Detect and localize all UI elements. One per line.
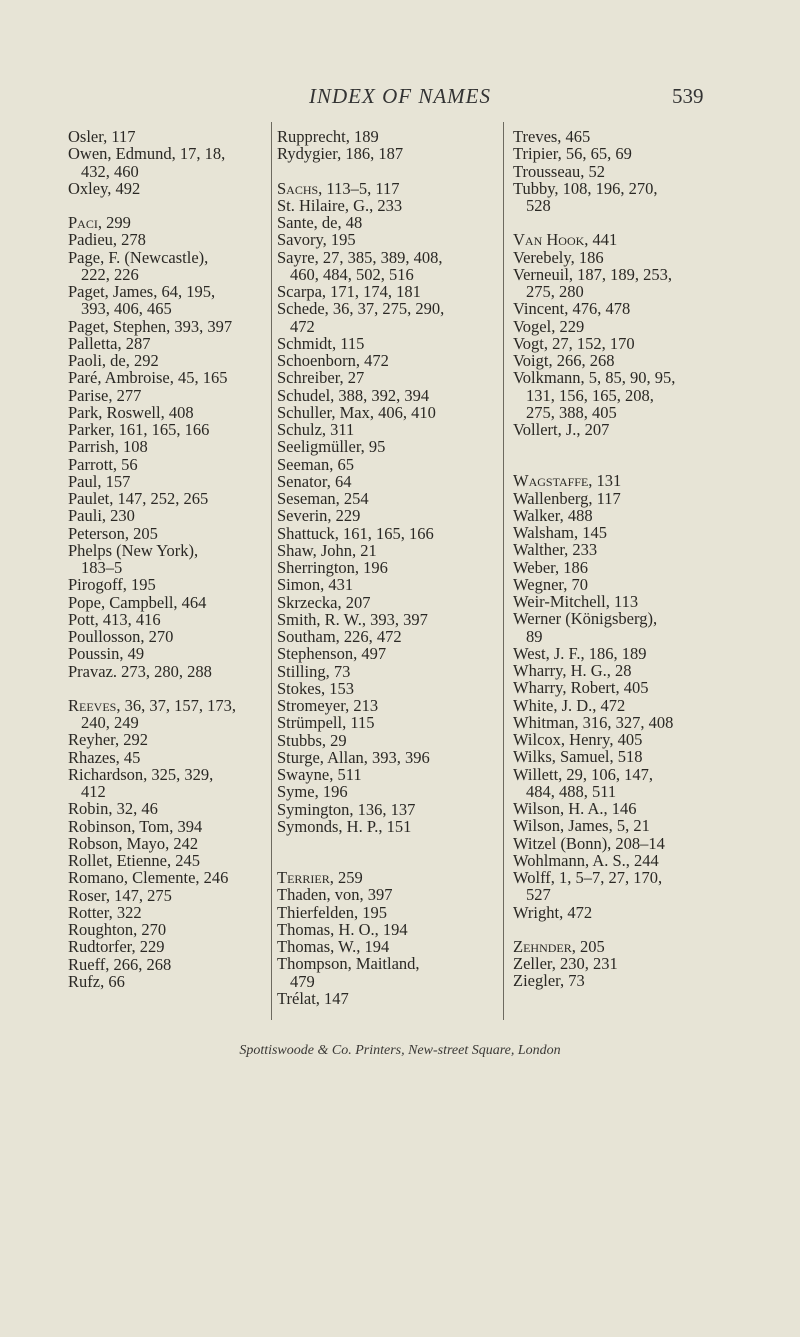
- index-entry-name: Vogel, 229: [513, 316, 585, 336]
- index-entry: [68, 973, 264, 990]
- index-entry-name: Seeligmüller, 95: [277, 437, 386, 457]
- section-gap: [513, 455, 735, 472]
- index-entry-continuation: 472: [290, 316, 315, 336]
- index-entry-name: Pauli, 230: [68, 506, 135, 526]
- index-entry-continuation: 527: [526, 885, 551, 905]
- index-entry-name: Walker, 488: [513, 505, 593, 525]
- index-entry: [68, 231, 264, 248]
- index-entry: [68, 525, 264, 542]
- index-entry: [513, 249, 735, 266]
- index-entry-name: Rufz, 66: [68, 971, 125, 991]
- index-entry-name: Wegner, 70: [513, 574, 588, 594]
- index-entry: [513, 576, 735, 593]
- index-entry: [68, 507, 264, 524]
- index-entry-name: Roughton, 270: [68, 920, 167, 939]
- index-entry-name: Tubby, 108, 196, 270,: [513, 178, 658, 198]
- index-entry: [68, 473, 264, 490]
- index-entry-name: Wolff, 1, 5–7, 27, 170,: [513, 868, 663, 887]
- section-gap: [277, 852, 477, 869]
- index-entry: [277, 680, 477, 697]
- index-entry-name: Trousseau, 52: [513, 161, 605, 181]
- index-entry-name: Wilson, James, 5, 21: [513, 816, 650, 836]
- section-gap: [277, 835, 477, 852]
- index-entry-name: Sachs, 113–5, 117: [277, 178, 400, 198]
- index-entry-name: Thomas, H. O., 194: [277, 919, 408, 939]
- index-entry-name: Wharry, H. G., 28: [513, 661, 632, 680]
- index-entry-name: Stromeyer, 213: [277, 696, 379, 715]
- index-entry: [513, 800, 735, 817]
- index-entry-continuation: 484, 488, 511: [526, 781, 617, 801]
- index-entry: [513, 352, 735, 369]
- index-entry-name: Sherrington, 196: [277, 558, 388, 577]
- index-entry-name: Wright, 472: [513, 902, 593, 922]
- index-entry: [277, 576, 477, 593]
- index-entry: [277, 818, 477, 835]
- index-entry-name: Rudtorfer, 229: [68, 937, 165, 957]
- index-entry: [68, 904, 264, 921]
- index-entry: [513, 472, 735, 489]
- index-entry-name: Owen, Edmund, 17, 18,: [68, 144, 226, 164]
- index-entry: [68, 938, 264, 955]
- index-entry-name: Van Hook, 441: [513, 230, 618, 250]
- index-entry-name: Stokes, 153: [277, 678, 355, 698]
- index-entry-continuation: 412: [81, 782, 106, 801]
- index-entry-name: Treves, 465: [513, 127, 591, 146]
- index-entry-name: Terrier, 259: [277, 868, 363, 887]
- index-entry-name: White, J. D., 472: [513, 695, 626, 715]
- index-entry: [277, 180, 477, 197]
- index-entry: [68, 490, 264, 507]
- index-entry: [277, 749, 477, 766]
- index-entry: [68, 180, 264, 197]
- index-entry-name: Rhazes, 45: [68, 747, 141, 767]
- index-entry-continuation: 432, 460: [81, 161, 139, 181]
- index-entry: [277, 697, 477, 714]
- index-entry: [68, 421, 264, 438]
- index-entry: [277, 559, 477, 576]
- index-entry: [277, 438, 477, 455]
- index-entry: [68, 921, 264, 938]
- index-entry-name: Willett, 29, 106, 147,: [513, 764, 654, 784]
- index-entry-name: Robin, 32, 46: [68, 799, 158, 819]
- index-entry: [277, 387, 477, 404]
- index-entry-name: Robinson, Tom, 394: [68, 816, 203, 836]
- index-entry: [513, 231, 735, 248]
- index-entry-name: Wilson, H. A., 146: [513, 799, 637, 818]
- index-entry-name: Rotter, 322: [68, 902, 142, 922]
- index-entry-continuation: 240, 249: [81, 713, 139, 732]
- index-entry-name: Wilks, Samuel, 518: [513, 747, 643, 767]
- index-entry-name: Padieu, 278: [68, 230, 146, 250]
- index-entry: [277, 783, 477, 800]
- index-entry: [513, 610, 735, 645]
- index-entry: [513, 714, 735, 731]
- index-entry: [68, 369, 264, 386]
- index-entry: [277, 335, 477, 352]
- index-entry: [513, 369, 735, 421]
- index-entry-name: Pravaz. 273, 280, 288: [68, 661, 212, 681]
- index-entry: [513, 318, 735, 335]
- section-gap: [513, 438, 735, 455]
- index-entry-name: Trélat, 147: [277, 988, 349, 1008]
- column-rule-right: [503, 122, 504, 1020]
- index-entry: [68, 663, 264, 680]
- index-entry: [68, 731, 264, 748]
- index-entry: [68, 214, 264, 231]
- index-entry-name: Wharry, Robert, 405: [513, 678, 649, 698]
- index-entry: [68, 611, 264, 628]
- section-gap: [277, 163, 477, 180]
- index-entry-name: Paul, 157: [68, 471, 131, 491]
- index-entry-name: Page, F. (Newcastle),: [68, 247, 209, 267]
- index-entry: [513, 869, 735, 904]
- index-entry-name: Rydygier, 186, 187: [277, 144, 404, 164]
- index-entry-name: Shaw, John, 21: [277, 540, 377, 560]
- index-entry-name: Verebely, 186: [513, 247, 604, 267]
- index-entry: [513, 731, 735, 748]
- index-entry-name: Weir-Mitchell, 113: [513, 592, 639, 611]
- index-entry-name: Thomas, W., 194: [277, 937, 390, 956]
- index-entry: [513, 559, 735, 576]
- index-column-3: [513, 128, 735, 990]
- index-entry: [513, 593, 735, 610]
- index-entry-name: Smith, R. W., 393, 397: [277, 609, 428, 629]
- index-entry: [277, 714, 477, 731]
- index-entry: [277, 369, 477, 386]
- index-entry-name: Parker, 161, 165, 166: [68, 420, 210, 439]
- index-entry: [68, 387, 264, 404]
- index-entry-name: Sante, de, 48: [277, 213, 363, 232]
- index-entry-name: Reeves, 36, 37, 157, 173,: [68, 695, 236, 715]
- index-entry: [68, 594, 264, 611]
- index-entry-name: Pope, Campbell, 464: [68, 592, 207, 612]
- index-entry-name: Swayne, 511: [277, 765, 362, 784]
- index-entry-name: Palletta, 287: [68, 333, 151, 353]
- column-rule-left: [271, 122, 272, 1020]
- index-entry-name: Savory, 195: [277, 230, 356, 250]
- index-entry-name: Paulet, 147, 252, 265: [68, 489, 209, 508]
- index-entry: [513, 679, 735, 696]
- index-entry: [513, 697, 735, 714]
- index-entry-name: Zehnder, 205: [513, 936, 605, 956]
- index-entry-name: Werner (Königsberg),: [513, 609, 658, 629]
- index-entry-name: Wohlmann, A. S., 244: [513, 850, 659, 870]
- index-entry: [68, 318, 264, 335]
- index-entry-name: Parrott, 56: [68, 454, 138, 474]
- index-entry-name: West, J. F., 186, 189: [513, 643, 647, 663]
- index-entry-name: Romano, Clemente, 246: [68, 868, 229, 888]
- index-entry: [277, 283, 477, 300]
- index-entry: [513, 300, 735, 317]
- index-entry: [68, 456, 264, 473]
- index-entry: [68, 542, 264, 577]
- index-entry: [277, 421, 477, 438]
- index-entry-name: Whitman, 316, 327, 408: [513, 712, 674, 732]
- index-entry: [277, 645, 477, 662]
- index-column-2: [277, 128, 477, 1007]
- index-entry-name: Parise, 277: [68, 385, 142, 405]
- index-entry-name: Ziegler, 73: [513, 971, 585, 991]
- index-entry-name: Stephenson, 497: [277, 644, 387, 664]
- index-entry: [513, 938, 735, 955]
- index-entry-name: Pott, 413, 416: [68, 609, 161, 629]
- index-entry: [513, 266, 735, 301]
- index-entry: [513, 852, 735, 869]
- index-entry: [513, 128, 735, 145]
- index-entry: [277, 128, 477, 145]
- index-entry-name: Senator, 64: [277, 471, 352, 491]
- index-entry: [277, 766, 477, 783]
- index-entry-name: Stilling, 73: [277, 661, 351, 681]
- index-entry-name: Rueff, 266, 268: [68, 954, 172, 974]
- index-entry-name: Voigt, 266, 268: [513, 351, 615, 370]
- index-entry-name: Walsham, 145: [513, 523, 607, 542]
- index-entry: [68, 645, 264, 662]
- index-entry: [277, 611, 477, 628]
- index-entry-name: Schuller, Max, 406, 410: [277, 402, 436, 422]
- index-entry: [513, 507, 735, 524]
- page-number: 539: [672, 84, 704, 108]
- index-entry-name: Pirogoff, 195: [68, 575, 156, 595]
- index-entry: [513, 335, 735, 352]
- index-entry-name: Seseman, 254: [277, 489, 369, 508]
- index-entry-name: Paoli, de, 292: [68, 351, 159, 370]
- index-entry-continuation: 479: [290, 971, 315, 991]
- index-entry-name: Stubbs, 29: [277, 730, 347, 750]
- index-entry: [277, 214, 477, 231]
- index-entry-name: Scarpa, 171, 174, 181: [277, 282, 421, 301]
- index-entry: [68, 438, 264, 455]
- index-entry: [68, 852, 264, 869]
- index-entry: [513, 748, 735, 765]
- index-entry-name: Schudel, 388, 392, 394: [277, 385, 430, 405]
- index-entry: [513, 645, 735, 662]
- index-entry: [277, 955, 477, 990]
- index-entry-name: Schmidt, 115: [277, 333, 365, 353]
- section-gap: [513, 921, 735, 938]
- index-entry: [513, 817, 735, 834]
- index-entry-name: Wilcox, Henry, 405: [513, 730, 643, 749]
- index-entry-name: Strümpell, 115: [277, 713, 375, 733]
- index-entry-name: Paget, Stephen, 393, 397: [68, 316, 233, 336]
- index-entry-name: Sturge, Allan, 393, 396: [277, 747, 430, 767]
- index-entry-name: Schede, 36, 37, 275, 290,: [277, 299, 445, 319]
- index-entry-name: Rollet, Etienne, 245: [68, 851, 200, 870]
- index-entry: [513, 421, 735, 438]
- section-gap: [513, 214, 735, 231]
- section-gap: [68, 197, 264, 214]
- index-entry: [277, 145, 477, 162]
- index-entry-name: Schulz, 311: [277, 420, 355, 439]
- index-entry-name: Shattuck, 161, 165, 166: [277, 523, 434, 543]
- index-entry: [513, 835, 735, 852]
- index-entry-name: Weber, 186: [513, 557, 588, 577]
- index-entry-name: Park, Roswell, 408: [68, 402, 194, 422]
- index-entry: [513, 766, 735, 801]
- index-entry-name: Schreiber, 27: [277, 368, 365, 388]
- index-entry: [277, 990, 477, 1007]
- index-entry: [277, 404, 477, 421]
- index-entry: [68, 128, 264, 145]
- index-entry-name: Paré, Ambroise, 45, 165: [68, 368, 228, 388]
- index-entry: [68, 352, 264, 369]
- index-entry-continuation: 275, 388, 405: [526, 402, 617, 422]
- index-entry: [277, 300, 477, 335]
- index-entry: [277, 231, 477, 248]
- index-entry: [513, 904, 735, 921]
- index-entry: [277, 886, 477, 903]
- index-entry-continuation: 131, 156, 165, 208,: [526, 385, 654, 405]
- index-entry: [68, 800, 264, 817]
- index-entry: [513, 180, 735, 215]
- index-entry: [277, 938, 477, 955]
- index-entry-name: Wagstaffe, 131: [513, 471, 622, 491]
- index-entry-name: Oxley, 492: [68, 178, 141, 198]
- index-entry: [277, 594, 477, 611]
- index-entry-name: Volkmann, 5, 85, 90, 95,: [513, 368, 676, 388]
- index-entry-name: Reyher, 292: [68, 730, 148, 750]
- index-entry-name: Seeman, 65: [277, 454, 354, 474]
- index-entry-name: Poullosson, 270: [68, 627, 174, 646]
- index-entry-name: Osler, 117: [68, 127, 136, 146]
- index-entry-name: Symington, 136, 137: [277, 799, 416, 819]
- index-entry-continuation: 89: [526, 626, 543, 646]
- index-entry-name: Paget, James, 64, 195,: [68, 282, 216, 301]
- index-entry: [68, 697, 264, 732]
- index-entry: [513, 541, 735, 558]
- index-entry-name: Zeller, 230, 231: [513, 954, 618, 973]
- index-entry: [68, 766, 264, 801]
- index-entry-name: Tripier, 56, 65, 69: [513, 144, 632, 164]
- index-entry-name: Sayre, 27, 385, 389, 408,: [277, 247, 443, 267]
- index-entry: [277, 801, 477, 818]
- index-entry: [68, 835, 264, 852]
- index-entry-continuation: 183–5: [81, 558, 123, 577]
- index-entry-name: Thierfelden, 195: [277, 902, 387, 922]
- index-entry: [68, 818, 264, 835]
- index-entry-name: Wallenberg, 117: [513, 488, 621, 508]
- index-entry: [277, 249, 477, 284]
- index-entry-name: St. Hilaire, G., 233: [277, 195, 403, 215]
- index-entry: [277, 542, 477, 559]
- index-entry-continuation: 460, 484, 502, 516: [290, 264, 414, 284]
- index-entry-continuation: 528: [526, 196, 551, 215]
- index-entry: [277, 663, 477, 680]
- index-entry-continuation: 222, 226: [81, 264, 139, 284]
- index-entry: [68, 628, 264, 645]
- index-entry-name: Peterson, 205: [68, 523, 158, 543]
- index-entry: [68, 249, 264, 284]
- index-entry: [68, 749, 264, 766]
- index-entry-name: Rupprecht, 189: [277, 127, 379, 146]
- index-entry: [277, 732, 477, 749]
- index-entry: [513, 163, 735, 180]
- index-entry: [277, 904, 477, 921]
- index-entry: [277, 507, 477, 524]
- index-entry: [513, 955, 735, 972]
- index-entry: [68, 956, 264, 973]
- index-entry-name: Poussin, 49: [68, 644, 145, 664]
- index-entry-name: Schoenborn, 472: [277, 351, 389, 370]
- index-entry-name: Roser, 147, 275: [68, 885, 172, 905]
- index-entry-name: Vogt, 27, 152, 170: [513, 333, 635, 353]
- index-entry: [68, 145, 264, 180]
- index-column-1: [68, 128, 264, 990]
- index-entry: [277, 869, 477, 886]
- index-entry-name: Paci, 299: [68, 213, 131, 232]
- index-entry: [68, 887, 264, 904]
- index-entry-continuation: 393, 406, 465: [81, 299, 172, 319]
- index-entry-name: Witzel (Bonn), 208–14: [513, 833, 665, 853]
- index-entry: [513, 662, 735, 679]
- index-entry-name: Phelps (New York),: [68, 540, 199, 560]
- index-entry-continuation: 275, 280: [526, 282, 584, 301]
- index-entry-name: Parrish, 108: [68, 437, 148, 457]
- section-gap: [68, 680, 264, 697]
- index-entry: [513, 490, 735, 507]
- index-entry-name: Southam, 226, 472: [277, 627, 402, 646]
- index-entry-name: Syme, 196: [277, 782, 348, 802]
- index-entry-name: Vollert, J., 207: [513, 420, 610, 439]
- index-entry: [277, 197, 477, 214]
- index-entry: [277, 352, 477, 369]
- index-entry: [513, 145, 735, 162]
- index-entry: [277, 525, 477, 542]
- index-entry: [277, 473, 477, 490]
- index-entry: [277, 490, 477, 507]
- index-entry: [277, 628, 477, 645]
- index-entry-name: Vincent, 476, 478: [513, 299, 631, 319]
- index-entry-name: Severin, 229: [277, 506, 361, 526]
- printer-imprint: Spottiswoode & Co. Printers, New-street Square, London: [239, 1043, 561, 1058]
- page-title: INDEX OF NAMES: [309, 84, 491, 108]
- index-entry-name: Thompson, Maitland,: [277, 954, 420, 974]
- index-entry-name: Symonds, H. P., 151: [277, 816, 412, 836]
- index-entry: [513, 524, 735, 541]
- index-entry-name: Simon, 431: [277, 575, 354, 595]
- index-entry: [68, 869, 264, 886]
- index-entry: [68, 404, 264, 421]
- index-entry: [68, 576, 264, 593]
- index-entry-name: Robson, Mayo, 242: [68, 833, 199, 853]
- index-entry-name: Walther, 233: [513, 540, 598, 560]
- index-entry: [277, 921, 477, 938]
- index-entry-name: Thaden, von, 397: [277, 885, 393, 905]
- index-entry: [277, 456, 477, 473]
- index-entry: [68, 283, 264, 318]
- index-entry-name: Skrzecka, 207: [277, 592, 371, 612]
- index-entry: [513, 972, 735, 989]
- index-entry: [68, 335, 264, 352]
- index-entry-name: Verneuil, 187, 189, 253,: [513, 264, 673, 284]
- index-entry-name: Richardson, 325, 329,: [68, 764, 214, 784]
